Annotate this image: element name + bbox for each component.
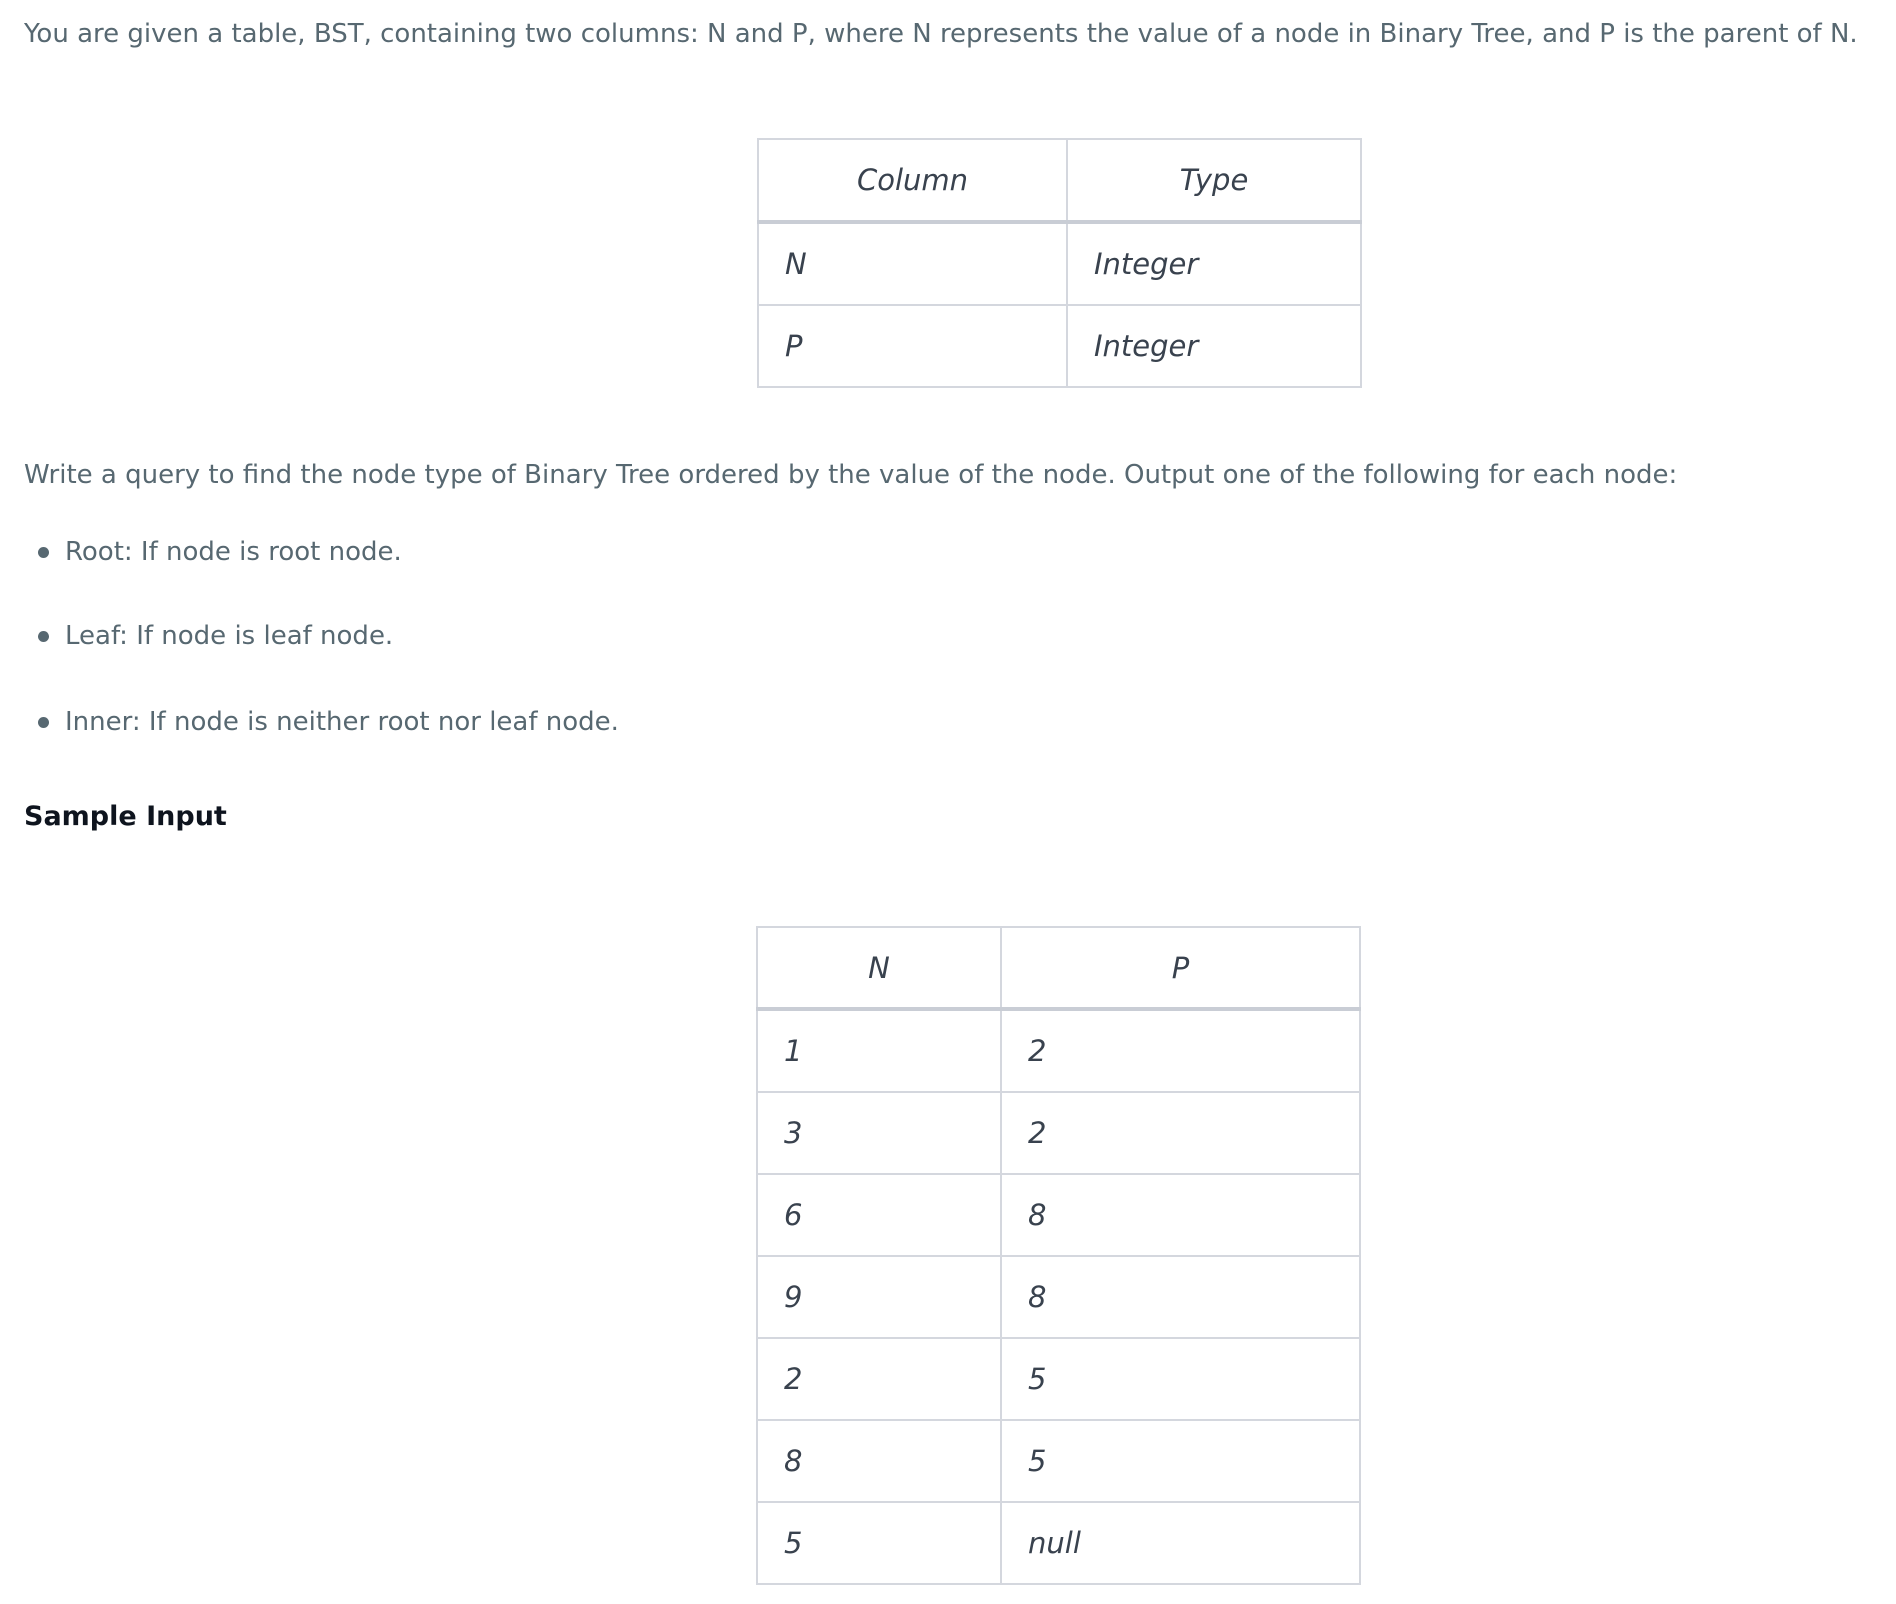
table-row [757, 1502, 1360, 1584]
bullet-leaf: Leaf: If node is leaf node. [65, 621, 394, 651]
table-header-row [757, 927, 1360, 1009]
sample-input-heading: Sample Input [24, 801, 227, 832]
table-cell: Integer [1067, 222, 1361, 305]
table-row [757, 1009, 1360, 1092]
task-text: Write a query to find the node type of Binary Tree ordered by the value of the node. Output one of the following for each node: [24, 460, 1678, 490]
header-cell: Column [758, 139, 1067, 222]
intro-text: You are given a table, BST, containing two columns: N and P, where N represents the value of a node in Binary Tree, and P is the parent of N. [24, 19, 1858, 49]
bullet-dot-icon [38, 717, 49, 728]
table-row [758, 222, 1361, 305]
bullet-root: Root: If node is root node. [65, 537, 402, 567]
table-row [757, 1338, 1360, 1420]
table-cell: 3 [757, 1092, 1001, 1174]
table-cell: 8 [1001, 1256, 1360, 1338]
table-row [757, 1174, 1360, 1256]
table-cell: P [758, 305, 1067, 387]
schema-table [757, 138, 1362, 388]
sample-input-table [756, 926, 1361, 1585]
table-cell: 9 [757, 1256, 1001, 1338]
table-cell: 2 [1001, 1009, 1360, 1092]
table-row [757, 1256, 1360, 1338]
table-cell: 1 [757, 1009, 1001, 1092]
table-cell: 2 [757, 1338, 1001, 1420]
table-cell: 8 [757, 1420, 1001, 1502]
table-cell: null [1001, 1502, 1360, 1584]
table-row [757, 1092, 1360, 1174]
header-cell: Type [1067, 139, 1361, 222]
bullet-inner: Inner: If node is neither root nor leaf node. [65, 707, 619, 737]
table-cell: 6 [757, 1174, 1001, 1256]
table-row [758, 305, 1361, 387]
table-cell: Integer [1067, 305, 1361, 387]
header-cell: P [1001, 927, 1360, 1009]
table-cell: 8 [1001, 1174, 1360, 1256]
header-cell: N [757, 927, 1001, 1009]
table-cell: 5 [1001, 1420, 1360, 1502]
table-cell: 5 [757, 1502, 1001, 1584]
table-cell: N [758, 222, 1067, 305]
table-cell: 2 [1001, 1092, 1360, 1174]
bullet-dot-icon [38, 547, 49, 558]
table-cell: 5 [1001, 1338, 1360, 1420]
bullet-dot-icon [38, 631, 49, 642]
table-row [757, 1420, 1360, 1502]
table-header-row [758, 139, 1361, 222]
